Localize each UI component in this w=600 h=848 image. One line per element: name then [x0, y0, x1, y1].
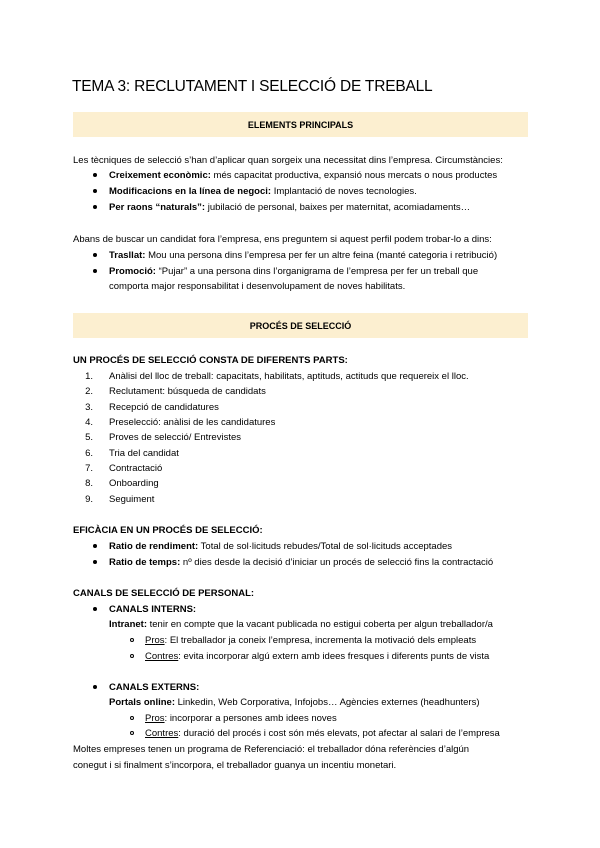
- list-item-continuation: comporta major responsabilitat i desenvolupament de noves habilitats.: [109, 281, 406, 292]
- list-item: Promoció: “Pujar” a una persona dins l’organigrama de l’empresa per fer un treball que: [109, 266, 479, 277]
- bullet-icon: [93, 685, 97, 689]
- section-banner-elements: [73, 112, 528, 137]
- subheading: EFICÀCIA EN UN PROCÉS DE SELECCIÓ:: [73, 525, 263, 536]
- step-number: 4.: [85, 417, 93, 428]
- subheading: CANALS DE SELECCIÓ DE PERSONAL:: [73, 588, 255, 599]
- step-number: 1.: [85, 371, 93, 382]
- step-number: 7.: [85, 463, 93, 474]
- bullet-icon: [93, 269, 97, 273]
- step-text: Preselecció: anàlisi de les candidatures: [109, 417, 276, 428]
- channel-heading-externs: CANALS EXTERNS:: [109, 682, 200, 693]
- channel-heading-interns: CANALS INTERNS:: [109, 604, 197, 615]
- step-text: Onboarding: [109, 478, 159, 489]
- contres-line: Contres: evita incorporar algú extern amb idees fresques i diferents punts de vista: [145, 651, 490, 662]
- pros-line: Pros: El treballador ja coneix l’empresa, incrementa la motivació dels empleats: [145, 635, 477, 646]
- step-text: Contractació: [109, 463, 163, 474]
- circle-bullet-icon: [130, 731, 134, 735]
- bullet-icon: [93, 173, 97, 177]
- section-banner-proces: [73, 313, 528, 338]
- step-number: 2.: [85, 386, 93, 397]
- list-item: Ratio de temps: nº dies desde la decisió d’iniciar un procés de selecció fins la contractació: [109, 557, 494, 568]
- section-heading: PROCÉS DE SELECCIÓ: [249, 320, 352, 331]
- subheading: UN PROCÉS DE SELECCIÓ CONSTA DE DIFERENTS PARTS:: [73, 355, 348, 366]
- paragraph: conegut i si finalment s’incorpora, el treballador guanya un incentiu monetari.: [73, 760, 397, 771]
- step-text: Tria del candidat: [109, 448, 179, 459]
- page-title: TEMA 3: RECLUTAMENT I SELECCIÓ DE TREBALL: [72, 78, 433, 95]
- step-text: Reclutament: búsqueda de candidats: [109, 386, 266, 397]
- bullet-icon: [93, 189, 97, 193]
- bullet-icon: [93, 560, 97, 564]
- step-number: 6.: [85, 448, 93, 459]
- list-item: Ratio de rendiment: Total de sol·licituds rebudes/Total de sol·licituds acceptades: [109, 541, 453, 552]
- bullet-icon: [93, 607, 97, 611]
- circle-bullet-icon: [130, 716, 134, 720]
- bullet-icon: [93, 544, 97, 548]
- step-text: Seguiment: [109, 494, 155, 505]
- bullet-icon: [93, 205, 97, 209]
- step-text: Proves de selecció/ Entrevistes: [109, 432, 242, 443]
- list-item: Modificacions en la línea de negoci: Implantació de noves tecnologies.: [109, 186, 417, 197]
- section-heading: ELEMENTS PRINCIPALS: [247, 119, 354, 130]
- channel-line: Intranet: tenir en compte que la vacant publicada no estigui coberta per algun treballador/a: [109, 619, 493, 630]
- list-item: Trasllat: Mou una persona dins l’empresa per fer un altre feina (manté categoria i retribució): [109, 250, 498, 261]
- channel-line: Portals online: Linkedin, Web Corporativa, Infojobs… Agències externes (headhunters): [109, 697, 480, 708]
- list-item: Creixement econòmic: més capacitat productiva, expansió nous mercats o nous productes: [109, 170, 498, 181]
- list-item: Per raons “naturals”: jubilació de personal, baixes per maternitat, acomiadaments…: [109, 202, 471, 213]
- bullet-icon: [93, 253, 97, 257]
- pros-line: Pros: incorporar a persones amb idees noves: [145, 713, 337, 724]
- step-text: Anàlisi del lloc de treball: capacitats, habilitats, aptituds, actituds que requereix el lloc.: [109, 371, 469, 382]
- paragraph: Les tècniques de selecció s’han d’aplicar quan sorgeix una necessitat dins l’empresa. Circumstàncies:: [73, 155, 503, 166]
- step-text: Recepció de candidatures: [109, 402, 219, 413]
- circle-bullet-icon: [130, 638, 134, 642]
- circle-bullet-icon: [130, 654, 134, 658]
- step-number: 8.: [85, 478, 93, 489]
- paragraph: Abans de buscar un candidat fora l’empresa, ens preguntem si aquest perfil podem trobar-lo a dins:: [73, 234, 492, 245]
- paragraph: Moltes empreses tenen un programa de Referenciació: el treballador dóna referències d’algún: [73, 744, 470, 755]
- step-number: 9.: [85, 494, 93, 505]
- step-number: 5.: [85, 432, 93, 443]
- step-number: 3.: [85, 402, 93, 413]
- contres-line: Contres: duració del procés i cost són més elevats, pot afectar al salari de l’empresa: [145, 728, 500, 739]
